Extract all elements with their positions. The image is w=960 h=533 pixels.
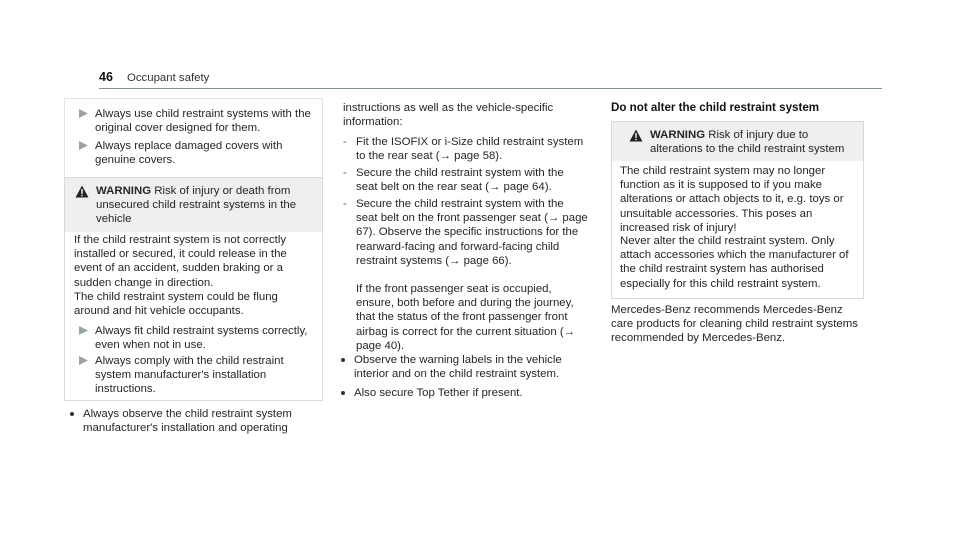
dash-item-text: Secure the child restraint system with the seat belt on the front passenger seat (→ page 67). Observe the specific instructions for the rearward-facing and forward-facing child restraint systems (→ page 66). — [356, 198, 588, 267]
warning-triangle-icon — [74, 184, 96, 200]
dash-item — [343, 197, 588, 268]
bullet-text: Also secure Top Tether if present. — [354, 387, 523, 399]
list-item-text: Always use child restraint systems with the original cover designed for them. — [95, 108, 311, 135]
dash-follow-text: If the front passenger seat is occupied, ensure, both before and during the journey, that the status of the front passenger front airbag is correct for the current situation (→ page 40). — [356, 283, 576, 352]
info-box — [64, 98, 323, 178]
page-number: 46 — [99, 70, 113, 84]
bullet-text: Always observe the child restraint system manufacturer's installation and operating — [83, 408, 292, 435]
list-item-text: Always fit child restraint systems correctly, even when not in use. — [95, 325, 308, 352]
list-item — [79, 354, 311, 397]
closing-paragraph: Mercedes-Benz recommends Mercedes-Benz care products for cleaning child restraint systems recommended by Mercedes-Benz. — [611, 304, 858, 345]
warning-paragraph: The child restraint system may no longer function as it is supposed to if you make alterations or attach objects to it, e.g. toys or unsuitable accessories. This poses an increased risk of injury! — [620, 165, 844, 234]
warning-title: Risk of injury or death from unsecured child restraint systems in the vehicle — [96, 185, 297, 226]
warning-title: Risk of injury due to alterations to the child restraint system — [650, 129, 845, 156]
list-item — [79, 139, 311, 167]
list-item-text: Always replace damaged covers with genuine covers. — [95, 140, 283, 167]
arrow-right-icon — [79, 139, 95, 153]
warning-header — [65, 178, 322, 232]
arrow-right-icon — [79, 324, 95, 338]
warning-box — [64, 177, 323, 401]
bullet-dot — [339, 386, 354, 400]
list-item — [79, 107, 311, 135]
dash-item — [343, 135, 588, 163]
dash-mark: - — [343, 136, 347, 148]
bullet-dot — [339, 353, 354, 367]
warning-paragraph: Never alter the child restraint system. Only attach accessories which the manufacturer of the child restraint system has authorised especially for this child restraint system. — [620, 235, 849, 290]
dash-item-text: Fit the ISOFIX or i-Size child restraint system to the rear seat (→ page 58). — [356, 136, 584, 163]
list-item — [79, 324, 311, 352]
dash-item-text: Secure the child restraint system with the seat belt on the rear seat (→ page 64). — [356, 167, 564, 194]
bullet-dot — [68, 407, 83, 421]
warning-label: WARNING — [650, 129, 706, 141]
chapter-title: Occupant safety — [127, 72, 210, 84]
warning-paragraph: The child restraint system could be flung around and hit vehicle occupants. — [74, 291, 278, 318]
warning-box — [611, 121, 864, 299]
bullet-item — [68, 407, 318, 435]
warning-triangle-icon — [628, 128, 650, 144]
warning-label: WARNING — [96, 185, 152, 197]
dash-item — [343, 166, 588, 194]
intro-text: instructions as well as the vehicle-specific information: — [343, 102, 554, 129]
warning-header — [612, 122, 863, 161]
header-rule — [99, 88, 882, 89]
arrow-right-icon — [79, 107, 95, 121]
bullet-item — [339, 353, 589, 381]
dash-mark: - — [343, 167, 347, 179]
arrow-right-icon — [79, 354, 95, 368]
bullet-text: Observe the warning labels in the vehicle interior and on the child restraint system. — [354, 354, 562, 381]
list-item-text: Always comply with the child restraint system manufacturer's installation instructions. — [95, 355, 284, 396]
bullet-item — [339, 386, 589, 400]
dash-mark: - — [343, 198, 347, 210]
warning-paragraph: If the child restraint system is not correctly installed or secured, it could release in the event of an accident, sudden braking or a sudden change in direction. — [74, 234, 287, 289]
section-heading: Do not alter the child restraint system — [611, 101, 820, 114]
